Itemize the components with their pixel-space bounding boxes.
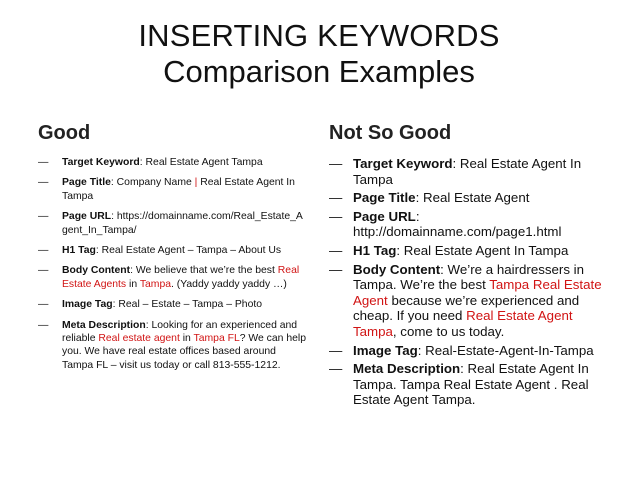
dash-bullet: —	[38, 245, 49, 257]
good-list	[38, 156, 308, 379]
dash-bullet: —	[38, 157, 49, 168]
dash-bullet: —	[329, 242, 343, 258]
slide-title	[0, 18, 638, 90]
list-item-page-url: — Page URL: http://domainname.com/page1.html	[329, 208, 562, 240]
not-so-good-list	[329, 156, 609, 411]
dash-bullet: —	[38, 265, 49, 277]
list-item-page-url: — Page URL: https://domainname.com/Real_Estate_Agent_In_Tampa/	[38, 211, 303, 236]
dash-bullet: —	[38, 177, 49, 189]
list-item-page-title: — Page Title: Company Name | Real Estate Agent In Tampa	[38, 177, 295, 202]
list-item-image-tag: — Image Tag: Real-Estate-Agent-In-Tampa	[329, 342, 594, 358]
good-heading: Good	[38, 122, 91, 144]
dash-bullet: —	[38, 211, 49, 223]
dash-bullet: —	[329, 208, 343, 224]
list-item-body-content: — Body Content: We’re a hairdressers in Tampa. We’re the best Tampa Real Estate Agent because we’re experienced and cheap. If you need Real Estate Agent Tampa, come to us today.	[329, 261, 602, 339]
title-line-2: Comparison Examples	[163, 54, 475, 89]
dash-bullet: —	[329, 361, 343, 377]
list-item-image-tag: — Image Tag: Real – Estate – Tampa – Photo	[38, 299, 263, 311]
list-item-page-title: — Page Title: Real Estate Agent	[329, 190, 530, 206]
title-line-1: INSERTING KEYWORDS	[138, 18, 500, 53]
dash-bullet: —	[38, 299, 49, 311]
list-item-target-keyword: — Target Keyword: Real Estate Agent In Tampa	[329, 156, 582, 187]
list-item-meta-description: — Meta Description: Looking for an experienced and reliable Real estate agent in Tampa FL? We can help you. We have real estate offices based around Tampa FL – visit us today or call 813-555-1212.	[38, 319, 306, 371]
list-item-meta-description: — Meta Description: Real Estate Agent In Tampa. Tampa Real Estate Agent . Real Estate Agent Tampa.	[329, 361, 589, 408]
dash-bullet: —	[38, 319, 49, 331]
dash-bullet: —	[329, 261, 343, 277]
dash-bullet: —	[329, 156, 343, 171]
dash-bullet: —	[329, 190, 343, 206]
list-item-body-content: — Body Content: We believe that we’re the best Real Estate Agents in Tampa. (Yaddy yaddy yaddy …)	[38, 265, 300, 290]
list-item-target-keyword: — Target Keyword: Real Estate Agent Tampa	[38, 157, 263, 168]
dash-bullet: —	[329, 342, 343, 358]
not-so-good-heading: Not So Good	[329, 122, 452, 144]
list-item-h1-tag: — H1 Tag: Real Estate Agent In Tampa	[329, 242, 569, 258]
list-item-h1-tag: — H1 Tag: Real Estate Agent – Tampa – About Us	[38, 245, 282, 257]
